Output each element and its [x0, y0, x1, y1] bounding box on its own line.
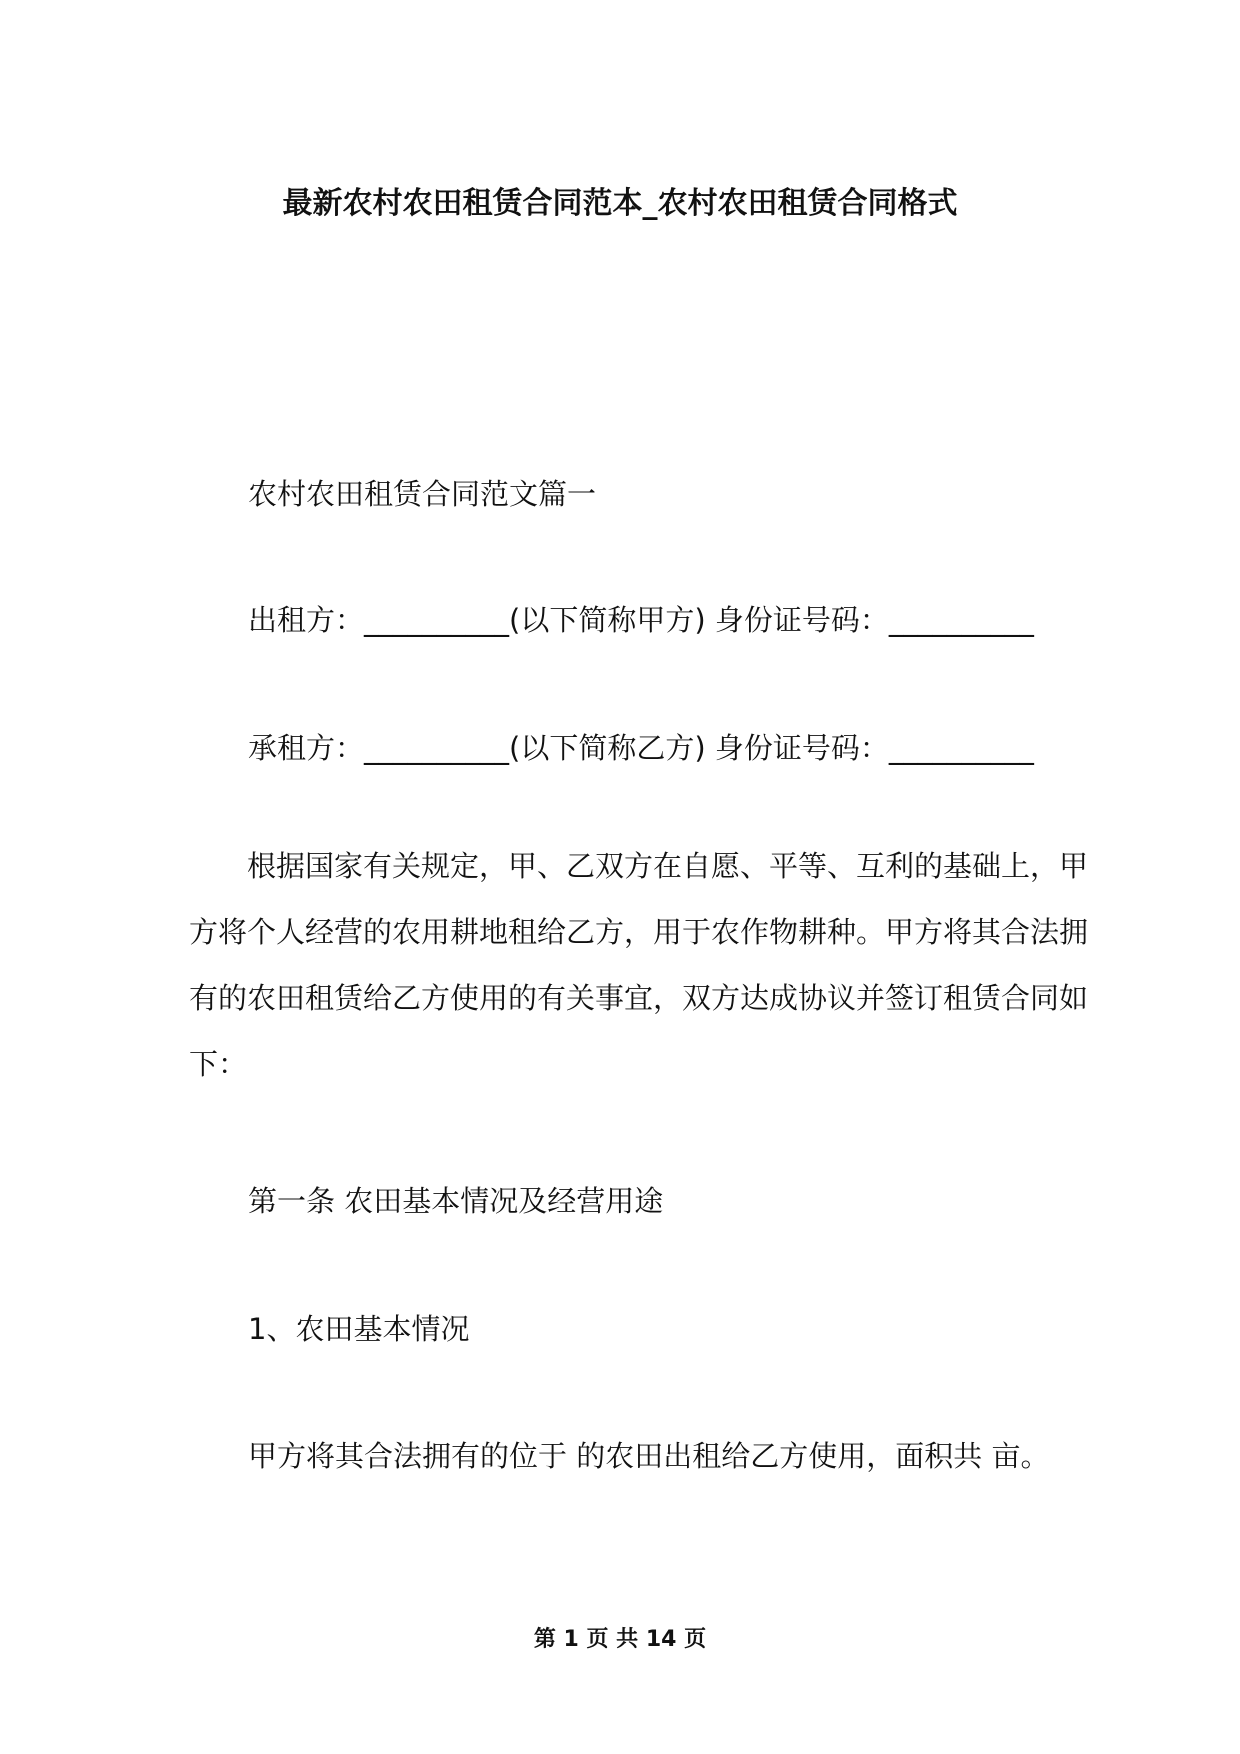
- lessee-line: 承租方：__________(以下简称乙方) 身份证号码：__________: [248, 731, 1034, 765]
- item-one-text: 甲方将其合法拥有的位于 的农田出租给乙方使用，面积共 亩。: [248, 1439, 1050, 1473]
- section-heading: 农村农田租赁合同范文篇一: [248, 477, 597, 511]
- document-title: 最新农村农田租赁合同范本_农村农田租赁合同格式: [282, 186, 958, 221]
- article-one-heading: 第一条 农田基本情况及经营用途: [248, 1184, 664, 1218]
- page-indicator: 第 1 页 共 14 页: [533, 1627, 707, 1652]
- intro-paragraph: 根据国家有关规定，甲、乙双方在自愿、平等、互利的基础上，甲方将个人经营的农用耕地租给乙方，用于农作物耕种。甲方将其合法拥有的农田租赁给乙方使用的有关事宜，双方达成协议并签订租赁合同如下：: [189, 849, 1089, 1081]
- item-one-heading: 1、农田基本情况: [248, 1312, 470, 1346]
- lessor-line: 出租方：__________(以下简称甲方) 身份证号码：__________: [248, 603, 1034, 637]
